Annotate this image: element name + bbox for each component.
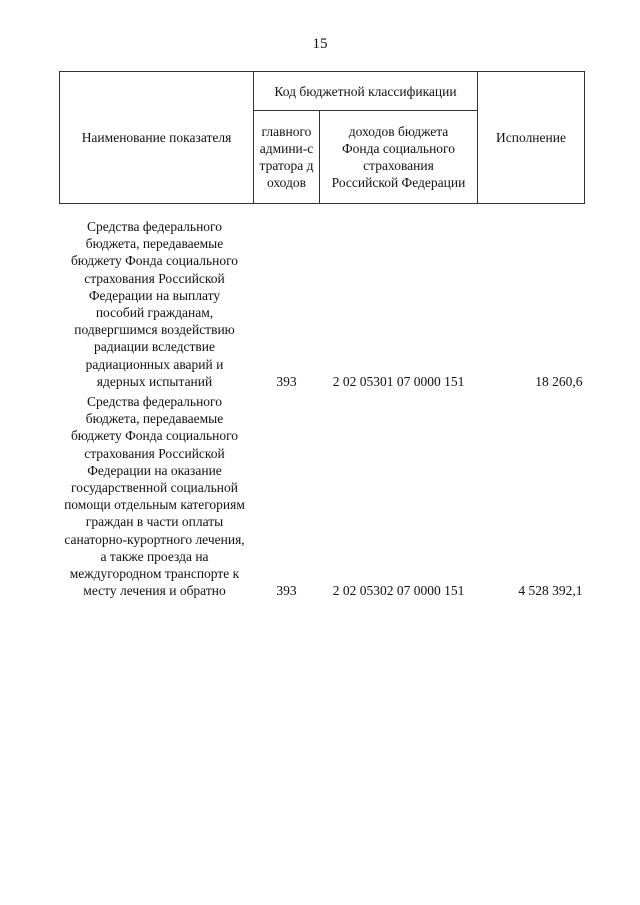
row-admin-code: 393 (276, 583, 297, 599)
row-indicator-name (60, 393, 254, 602)
row-execution-value: 4 528 392,1 (518, 583, 583, 599)
header-chief-administrator (254, 111, 320, 204)
row-execution-value: 18 260,6 (535, 373, 583, 389)
header-fund-income (320, 111, 478, 204)
table-row (60, 393, 585, 602)
row-indicator-name (60, 204, 254, 394)
row-name-text: Средства федерального бюджета, передаваемые бюджету Фонда социального страхования Российской Федерации на оказание государственной социальной помощи отдельным категориям граждан в части оплаты санаторно-курортного лечения, а также проезда на междугородном транспорте к месту лечения и обратно (64, 394, 245, 599)
header-indicator-name: Наименование показателя (60, 72, 254, 204)
header-admin-text: главного админи-стратора доходов (259, 124, 314, 190)
table-header (60, 72, 585, 204)
row-name-text: Средства федерального бюджета, передаваемые бюджету Фонда социального страхования Российской Федерации на выплату пособий гражданам, подвергшимся воздействию радиации вследствие радиационных аварий и ядерных испытаний (70, 219, 239, 389)
row-admin-code: 393 (276, 373, 297, 389)
page-number: 15 (312, 36, 328, 52)
row-income-code: 2 02 05301 07 0000 151 (332, 373, 465, 389)
table-row (60, 204, 585, 394)
row-income-code: 2 02 05302 07 0000 151 (332, 583, 465, 599)
header-budget-code: Код бюджетной классификации (254, 72, 478, 111)
budget-table (59, 71, 585, 602)
header-income-text: доходов бюджета Фонда социального страхования Российской Федерации (331, 124, 466, 190)
header-execution: Исполнение (478, 72, 585, 204)
